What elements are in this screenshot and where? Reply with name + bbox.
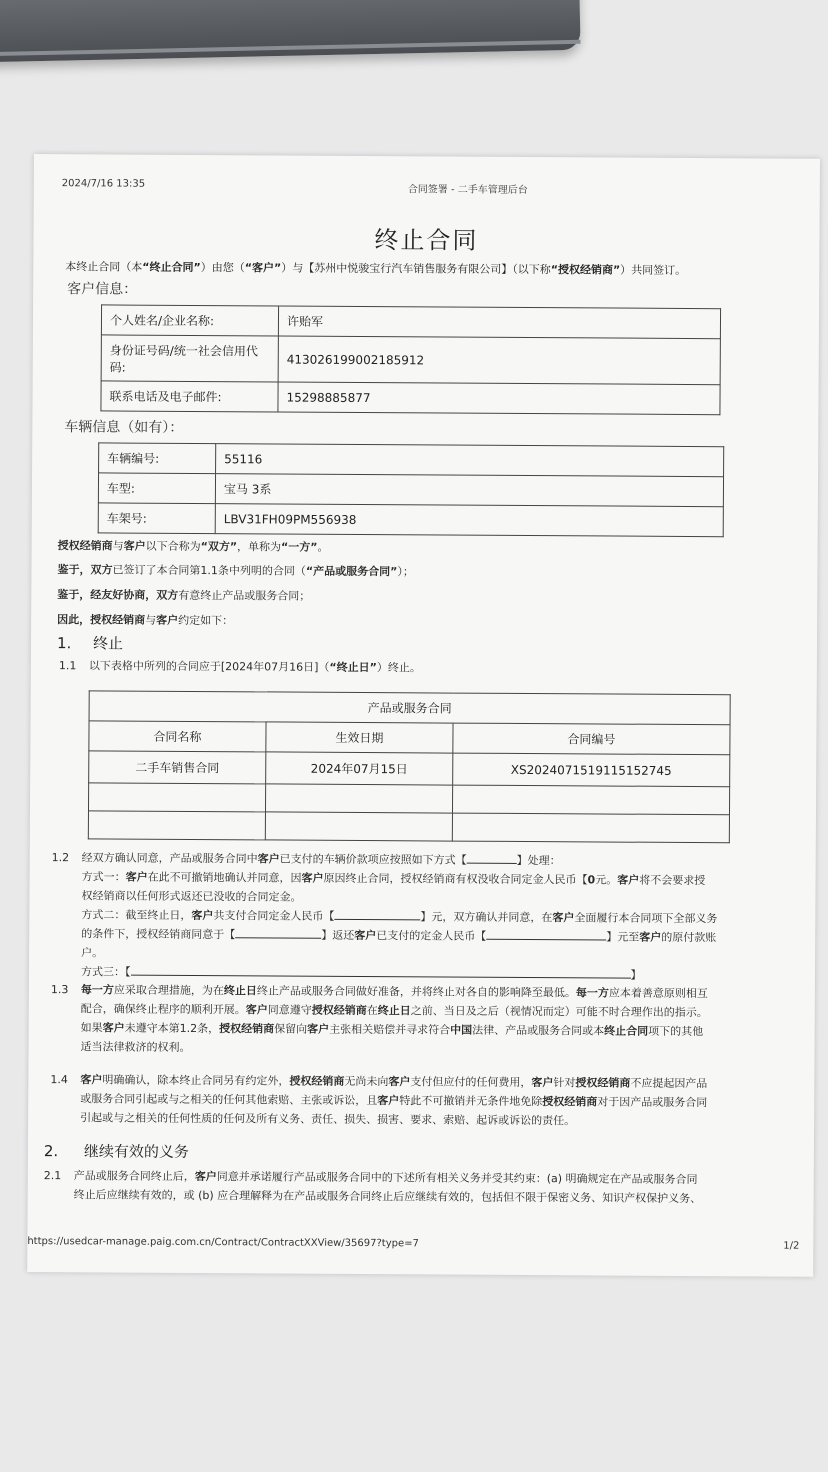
print-site-title: 合同签署 - 二手车管理后台 — [407, 184, 528, 197]
vehicle-info-heading: 车辆信息（如有）： — [64, 419, 184, 436]
page-number: 1/2 — [783, 1240, 800, 1252]
vehicle-number: 55116 — [216, 444, 724, 477]
recital-whereas-1: 鉴于，双方已签订了本合同第1.1条中列明的合同（“产品或服务合同”）； — [57, 563, 414, 579]
clause-1-2: 1.2 经双方确认同意，产品或服务合同中客户已支付的车辆价款项应按照如下方式【 】处理： 方式一：客户在此不可撤销地确认并同意，因客户原因终止合同，授权经销商有权没收合同定金人民币【0元。客户将不会要求授 权经销商以任何形式返还已没收的合同定金。 方式二：截至终止日，客户共支付合同定金人民币【 】元，双方确认并同意，在客户全面履行本合同项下全部义务 的条件下，授权经销商同意于【 】返还客户已支付的定金人民币【 】元至客户的原付款账 户。 方式三：【 】 — [51, 851, 718, 982]
column-header: 合同名称 — [89, 721, 266, 752]
section-1-heading: 1. 终止 — [56, 634, 124, 653]
table-row — [99, 443, 724, 477]
table-cell: XS2024071519115152745 — [453, 753, 730, 787]
method-choice-blank — [467, 851, 517, 864]
customer-info-table — [100, 304, 721, 415]
recital-whereas-2: 鉴于，经友好协商，双方有意终止产品或服务合同； — [57, 588, 311, 603]
customer-name: 许贻军 — [278, 306, 720, 339]
vehicle-vin: LBV31FH09PM556938 — [215, 504, 723, 537]
clause-1-4: 1.4 客户明确确认，除本终止合同另有约定外，授权经销商无尚未向客户支付但应付的任何费用，客户针对授权经销商不应提起因产品 或服务合同引起或与之相关的任何其他索赔、主张或诉讼，且客户特此不可撤销并无条件地免除授权经销商对于因产品或服务合同 引起或与之相关的任何性质的任何及所有义务、责任、损失、损害、要求、索赔、起诉或诉讼的责任。 — [50, 1073, 708, 1128]
field-label: 车架号: — [98, 503, 215, 534]
page-url: https://usedcar-manage.paig.com.cn/Contract/ContractXXView/35697?type=7 — [27, 1235, 419, 1250]
column-header: 合同编号 — [453, 723, 730, 755]
clause-1-3: 1.3 每一方应采取合理措施，为在终止日终止产品或服务合同做好准备，并将终止对各自的影响降至最低。每一方应本着善意原则相互 配合，确保终止程序的顺利开展。客户同意遵守授权经销商在终止日之前、当日及之后（视情况而定）可能不时合理作出的指示。 如果客户未遵守本第1.2条，授权经销商保留向客户主张相关赔偿并寻求符合中国法律、产品或服务合同或本终止合同项下的其他 适当法律救济的权利。 — [50, 983, 708, 1054]
table-row — [98, 503, 723, 537]
field-label: 个人姓名/企业名称: — [101, 305, 278, 336]
customer-info-heading: 客户信息： — [67, 281, 138, 298]
table-row-empty — [88, 811, 729, 843]
recital-therefore: 因此，授权经销商与客户约定如下： — [57, 613, 234, 628]
customer-id-number: 413026199002185912 — [278, 336, 720, 385]
customer-phone: 15298885877 — [278, 382, 720, 415]
table-row — [101, 305, 720, 339]
table-row — [89, 751, 730, 787]
table-cell: 2024年07月15日 — [266, 752, 453, 785]
table-caption-row — [89, 691, 730, 725]
table-caption: 产品或服务合同 — [89, 691, 730, 725]
field-label: 车辆编号: — [99, 443, 216, 474]
recital-parties: 授权经销商与客户以下合称为“双方”，单称为“一方”。 — [57, 539, 329, 554]
table-header-row — [89, 721, 730, 755]
laptop-edge — [0, 0, 581, 62]
field-label: 联系电话及电子邮件: — [101, 381, 278, 412]
table-row-empty — [88, 783, 729, 815]
print-datetime: 2024/7/16 13:35 — [61, 178, 146, 190]
field-label: 车型: — [98, 473, 215, 504]
contract-page — [27, 154, 820, 1277]
clause-2-1: 2.1 产品或服务合同终止后，客户同意并承诺履行产品或服务合同中的下述所有相关义务并受其约束：(a) 明确规定在产品或服务合同 终止后应继续有效的，或 (b) 应合理解释为在产品或服务合同终止后应继续有效的，包括但不限于保密义务、知识产权保护义务、 — [43, 1169, 702, 1206]
clause-1-1: 1.1 以下表格中所列的合同应于[2024年07月16日]（“终止日”）终止。 — [58, 659, 421, 675]
vehicle-model: 宝马 3系 — [215, 474, 723, 507]
column-header: 生效日期 — [266, 722, 453, 753]
table-row — [101, 335, 720, 385]
document-title: 终止合同 — [374, 226, 479, 255]
vehicle-info-table — [98, 442, 725, 537]
field-label: 身份证号码/统一社会信用代码: — [101, 335, 278, 382]
contract-list-table — [88, 690, 731, 843]
table-row — [101, 381, 720, 415]
section-2-heading: 2. 继续有效的义务 — [43, 1142, 189, 1161]
table-row — [98, 473, 723, 507]
table-cell: 二手车销售合同 — [89, 751, 266, 784]
intro-paragraph: 本终止合同（本“终止合同”）由您（“客户”）与【苏州中悦骏宝行汽车销售服务有限公司】（以下称“授权经销商”）共同签订。 — [65, 260, 687, 277]
